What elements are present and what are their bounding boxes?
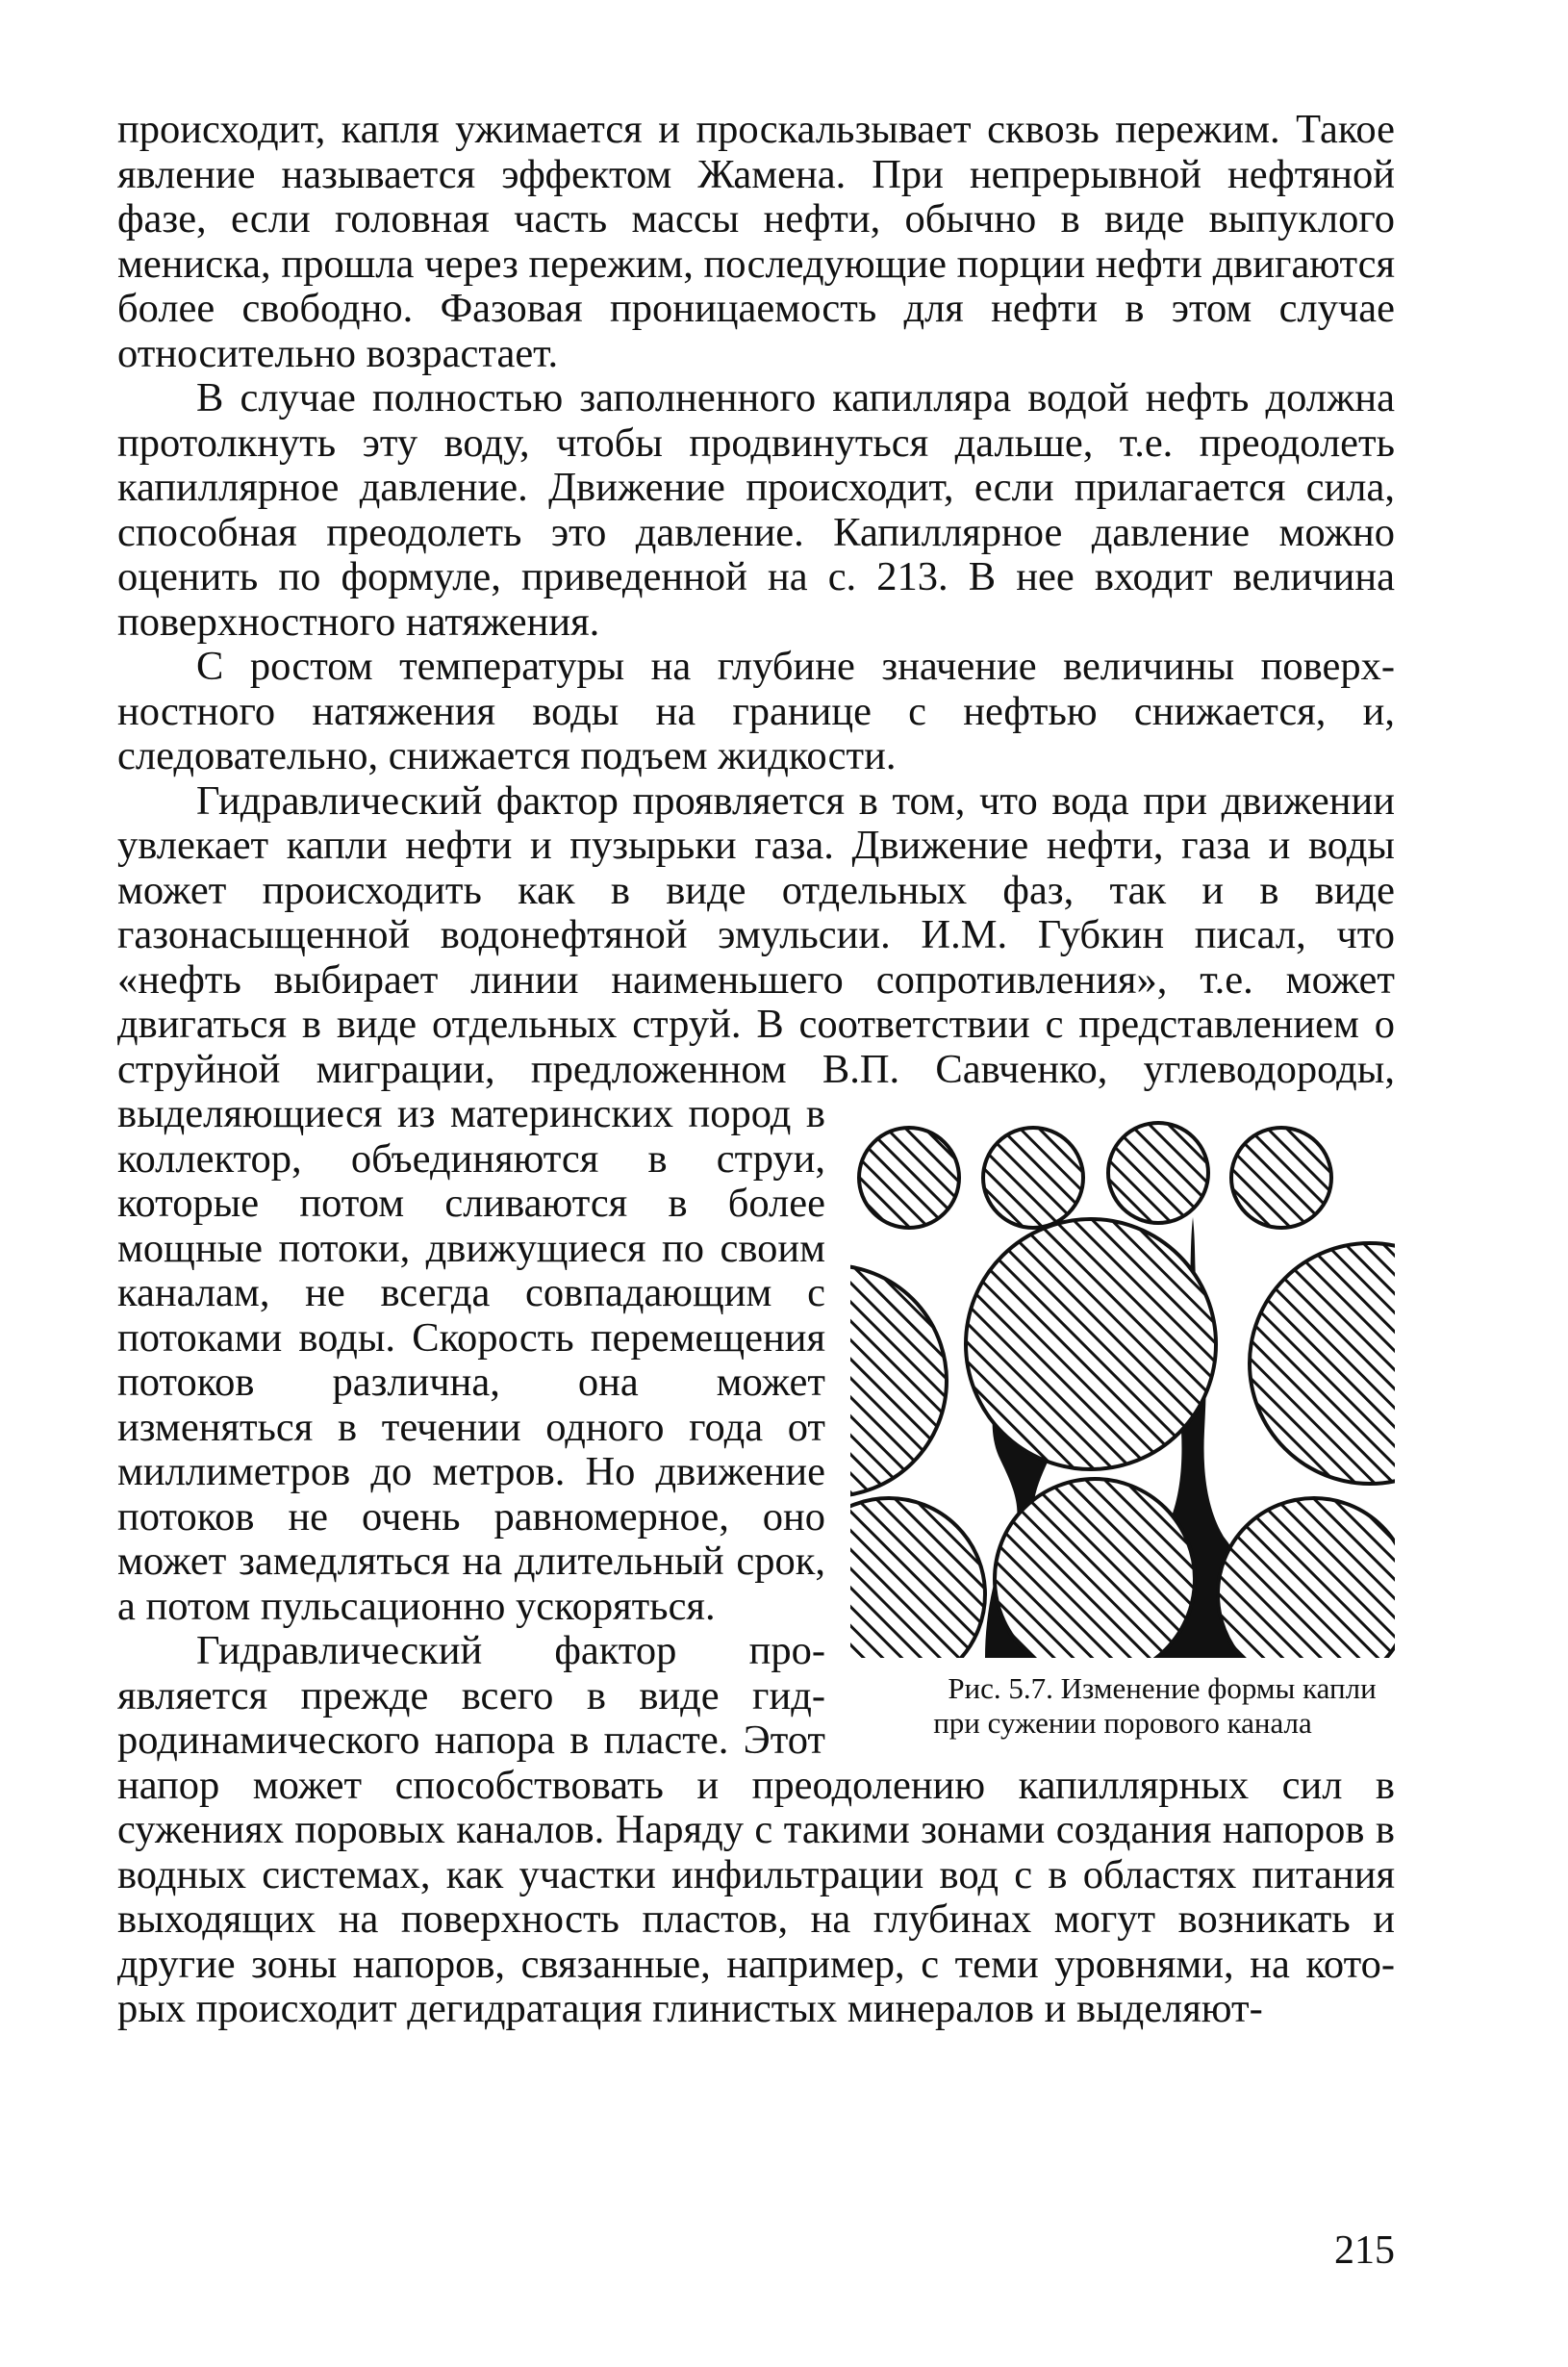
figure-caption: Рис. 5.7. Изменение формы капли при сужении порового канала: [933, 1671, 1377, 1740]
grain-top-2: [983, 1128, 1083, 1228]
paragraph-3: С ростом температуры на глубине значение величины поверхностного натяжения воды на границе с нефтью снижается, и, следовательно, снижается подъем жидкости.: [117, 644, 1395, 778]
grain-bottom-left: [850, 1498, 985, 1658]
paragraph-2: В случае полностью заполненного капилляра водой нефть должна протолкнуть эту воду, чтобы продвинуться дальше, т.е. преодолеть капиллярное давление. Движение происходит, если прилагается сила, способная преодолеть это давление. Капиллярное давление можно оценить по формуле, приведенной на с. 213. В нее входит величина поверхностного натяжения.: [117, 375, 1395, 645]
paragraph-4-wrap: [117, 777, 1395, 1740]
grain-bottom-right: [1218, 1498, 1395, 1658]
page-body: [117, 108, 1395, 2032]
paragraph-1: происходит, капля ужимается и проскальзывает сквозь пережим. Такое явление называется эффектом Жамена. При непрерывной нефтяной фазе, если головная часть массы нефти, обычно в виде выпуклого мениска, прошла через пережим, последующие порции нефти двигаются более свободно. Фазовая проницаемость для нефти в этом случае относительно возрастает.: [117, 107, 1395, 376]
paragraph-4-part-a: Гидравлический фактор проявляется в том, что вода при движении увлекает капли нефти и пузырьки газа. Движение нефти, газа и воды может происходить как в виде отдельных фаз, так и в виде газонасыщенной водонефтяной эмульсии. И.М. Губкин писал, что «нефть выбирает линии наименьшего сопротивления», т.е. может двигаться в виде отдельных струй. В соответствии с представлением о струйной миграции, предложенном В.П. Савченко, углеводороды, выделяющиеся из материнских пород в: [117, 777, 1395, 1136]
grain-top-1: [859, 1128, 959, 1228]
pore-channel-diagram: [850, 1113, 1395, 1658]
grain-top-3: [1108, 1123, 1208, 1223]
grain-mid-right: [1250, 1243, 1395, 1484]
paragraph-5: Гидравлический фактор проявляется прежде всего в виде гидродинамического напора в пласте. Этот напор может способствовать и преодолению капиллярных сил в сужениях поровых каналов. Наряду с такими зонами создания напоров в водных системах, как участки инфильтрации вод с в областях питания выходящих на поверхность пластов, на глубинах могут возникать и другие зоны напоров, связанные, например, с теми уровнями, на которых происходит дегидратация глинистых минералов и выделяют-: [117, 1628, 1395, 2031]
grain-mid-center: [966, 1219, 1216, 1469]
grain-bottom-center: [995, 1479, 1195, 1658]
paragraph-4-part-b: коллектор, объединяются в струи, которые потом сливаются в более мощные потоки, движущиеся по своим каналам, не всегда совпадающим с потоками воды. Скорость перемещения потоков различна, она может изменяться в течении одного года от миллиметров до метров. Но движение потоков не очень равномерное, оно может замедляться на длительный срок, а потом пульсационно ускоряться.: [117, 1135, 825, 1629]
grain-mid-left: [850, 1265, 947, 1496]
page-number: 215: [1334, 2228, 1395, 2273]
grain-top-4: [1231, 1128, 1331, 1228]
figure-pore-channel: [850, 1113, 1395, 1741]
